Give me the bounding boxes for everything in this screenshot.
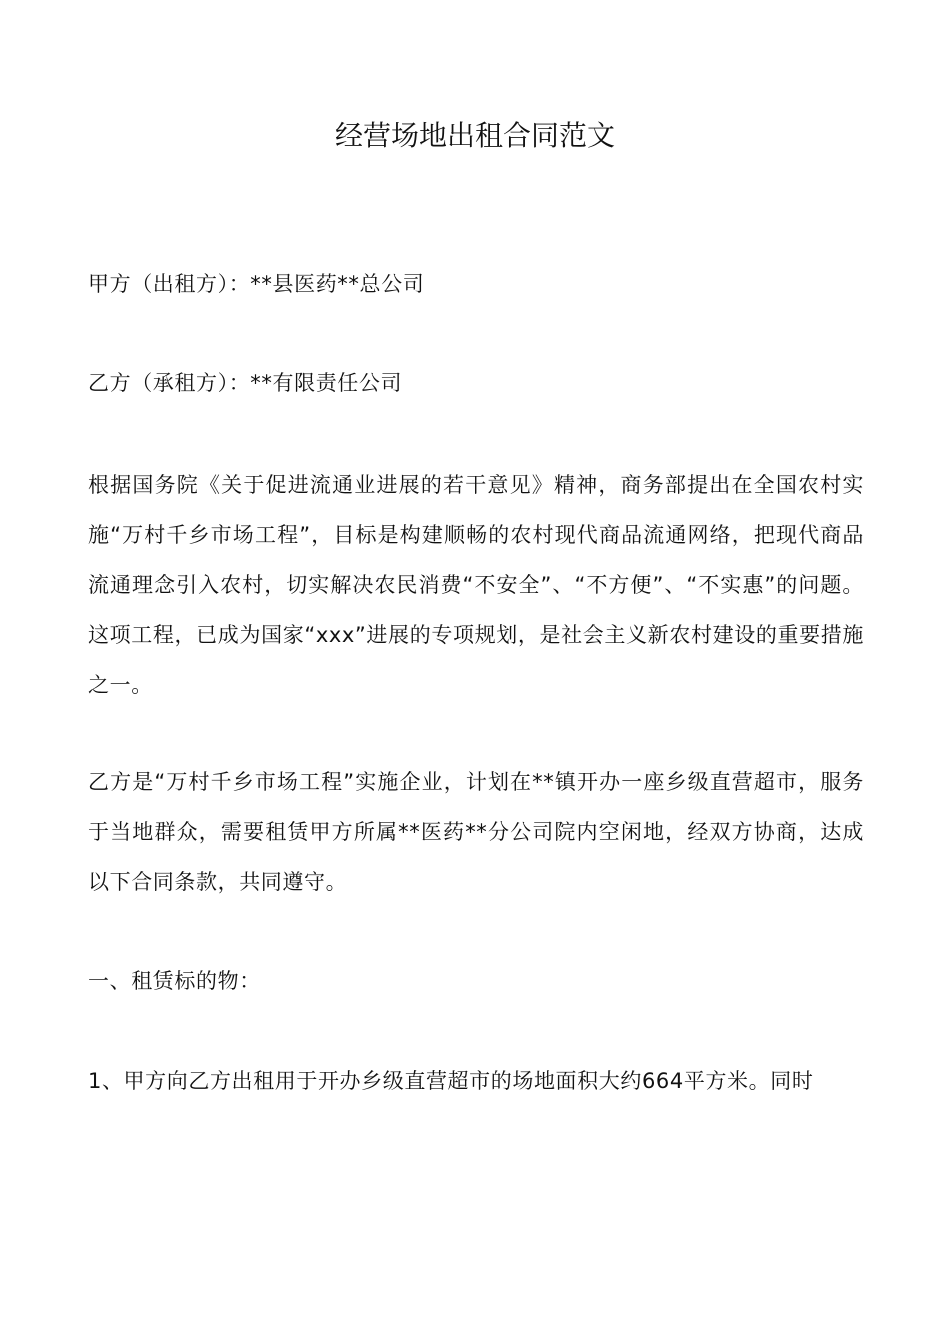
document-title: 经营场地出租合同范文 <box>334 119 615 152</box>
party-a-line: 甲方（出租方）：**县医药**总公司 <box>88 272 425 296</box>
section-heading: 一、租赁标的物： <box>88 969 261 993</box>
intro-paragraph: 乙方是“万村千乡市场工程”实施企业，计划在**镇开办一座乡级直营超市，服务于当地群众，需要租赁甲方所属**医药**分公司院内空闲地，经双方协商，达成以下合同条款，共同遵守。 <box>88 770 864 894</box>
basis-paragraph: 根据国务院《关于促进流通业进展的若干意见》精神，商务部提出在全国农村实施“万村千乡市场工程”，目标是构建顺畅的农村现代商品流通网络，把现代商品流通理念引入农村，切实解决农民消费“不安全”、“不方便”、“不实惠”的问题。这项工程，已成为国家“xxx”进展的专项规划，是社会主义新农村建设的重要措施之一。 <box>88 473 864 697</box>
party-b-line: 乙方（承租方）：**有限责任公司 <box>88 371 403 395</box>
clause-item: 1、甲方向乙方出租用于开办乡级直营超市的场地面积大约664平方米。同时 <box>88 1069 814 1093</box>
